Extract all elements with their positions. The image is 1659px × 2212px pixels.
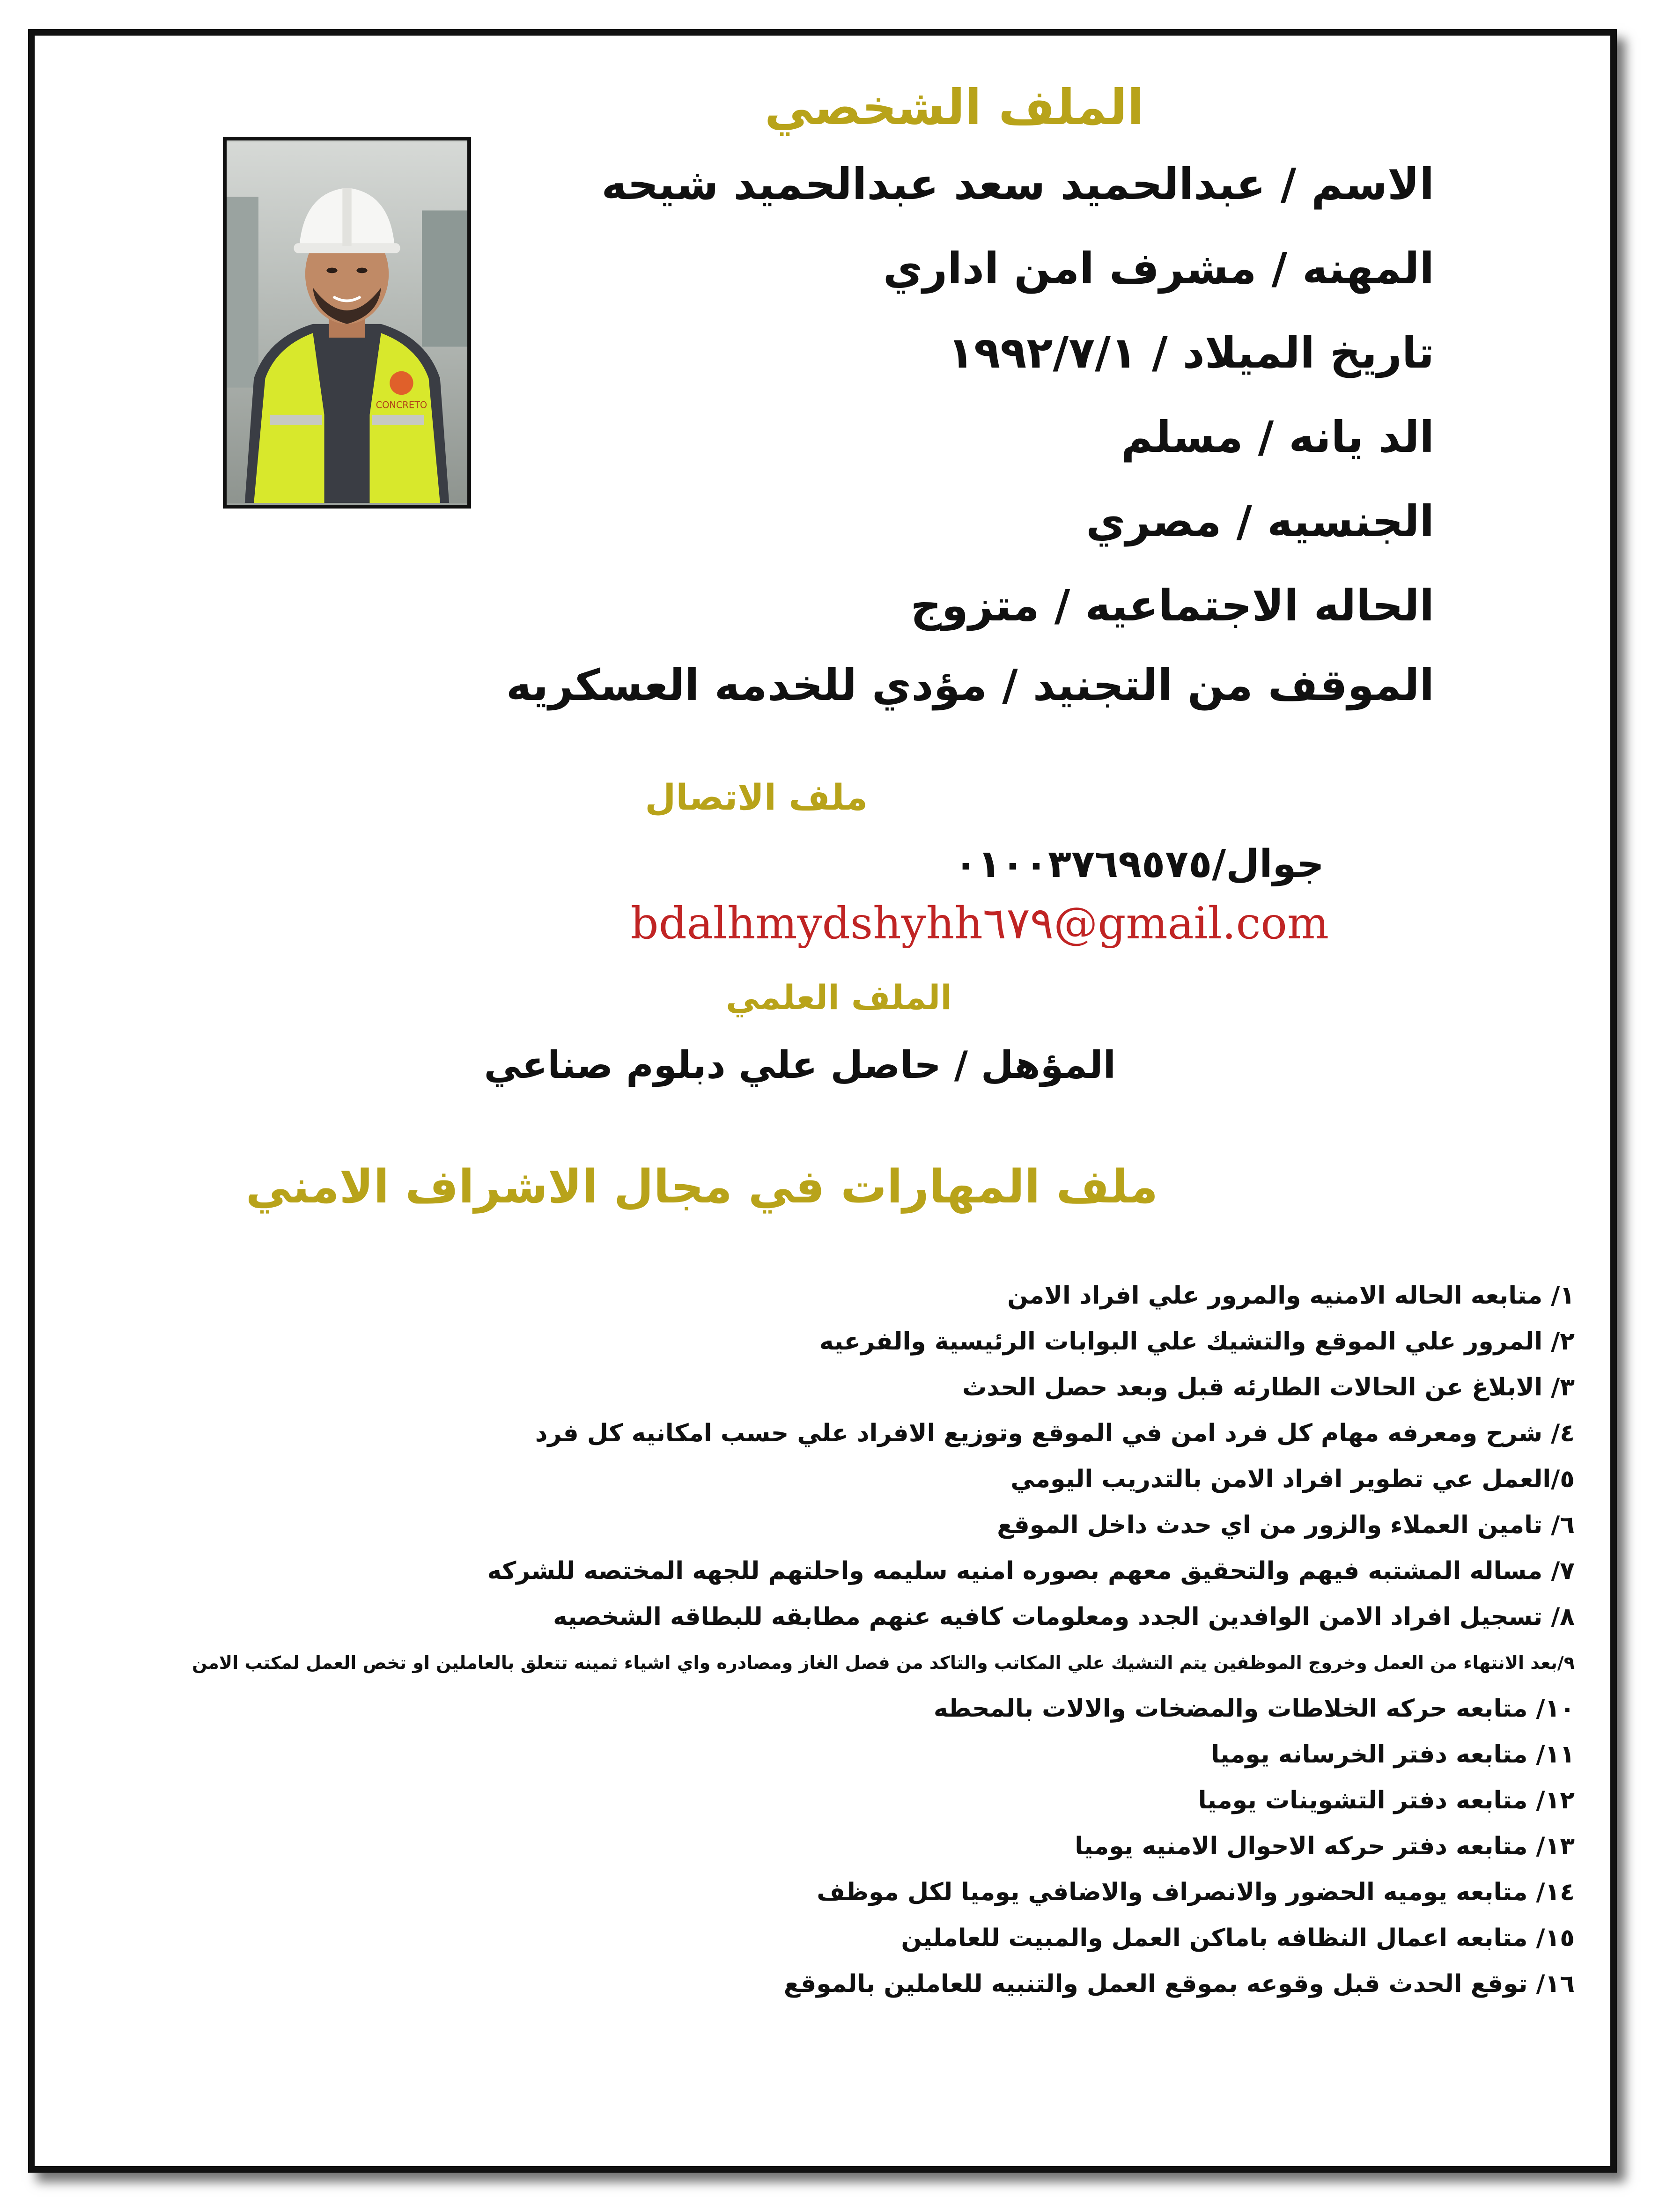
skills-list [67,1273,1575,2007]
phone-number: جوال/٠١٠٠٣٧٦٩٥٧٥ [954,842,1324,886]
skills-section-title: ملف المهارات في مجال الاشراف الامني [245,1160,1158,1214]
marital-status-line: الحاله الاجتماعيه / متزوج [910,581,1434,631]
qualification-line: المؤهل / حاصل علي دبلوم صناعي [484,1043,1116,1087]
name-line: الاسم / عبدالحميد سعد عبدالحميد شيحه [601,159,1434,209]
document-title: الملف الشخصي [764,79,1144,136]
skill-item: ١٢/ متابعه دفتر التشوينات يوميا [1198,1786,1575,1814]
skill-item: ٦/ تامين العملاء والزور من اي حدث داخل الموقع [997,1511,1575,1539]
skill-item: ١٥/ متابعه اعمال النظافه باماكن العمل والمبيت للعاملين [901,1924,1575,1952]
skill-item: ٣/ الابلاغ عن الحالات الطارئه قبل وبعد حصل الحدث [962,1373,1575,1401]
skill-item: ٢/ المرور علي الموقع والتشيك علي البوابات الرئيسية والفرعيه [819,1327,1575,1356]
skill-item: ١٦/ توقع الحدث قبل وقوعه بموقع العمل والتنبيه للعاملين بالموقع [783,1970,1575,1998]
vest-logo-text: CONCRETO [376,399,428,411]
skill-item: ١٣/ متابعه دفتر حركه الاحوال الامنيه يوميا [1075,1832,1575,1860]
skill-item: ٩/بعد الانتهاء من العمل وخروج الموظفين يتم التشيك علي المكاتب والتاكد من فصل الغاز ومصادره واي اشياء ثمينه تتعلق بالعاملين او تخص العمل لمكتب الامن [192,1652,1575,1673]
birthdate-line: تاريخ الميلاد / ١٩٩٢/٧/١ [947,328,1434,378]
profession-line: المهنه / مشرف امن اداري [883,243,1434,294]
skill-item: ٧/ مساله المشتبه فيهم والتحقيق معهم بصوره امنيه سليمه واحلتهم للجهه المختصه للشركه [487,1557,1575,1585]
skill-item: ٥/العمل عي تطوير افراد الامن بالتدريب اليومي [1010,1465,1575,1493]
person-photo-icon [227,140,467,505]
nationality-line: الجنسيه / مصري [1086,496,1434,546]
email-address[interactable]: bdalhmydshyhh٦٧٩@gmail.com [630,898,1329,949]
skill-item: ١١/ متابعه دفتر الخرسانه يوميا [1211,1740,1575,1769]
skill-item: ٤/ شرح ومعرفه مهام كل فرد امن في الموقع وتوزيع الافراد علي حسب امكانيه كل فرد [535,1419,1575,1447]
military-status-line: الموقف من التجنيد / مؤدي للخدمه العسكريه [506,660,1434,710]
skill-item: ١٠/ متابعه حركه الخلاطات والمضخات والالات بالمحطه [933,1695,1575,1723]
religion-line: الد يانه / مسلم [1121,412,1434,462]
contact-section-title: ملف الاتصال [645,776,868,818]
skill-item: ١/ متابعه الحاله الامنيه والمرور علي افراد الامن [1007,1282,1575,1310]
skill-item: ١٤/ متابعه يوميه الحضور والانصراف والاضافي يوميا لكل موظف [817,1878,1575,1906]
academic-section-title: الملف العلمي [725,978,952,1017]
skill-item: ٨/ تسجيل افراد الامن الوافدين الجدد ومعلومات كافيه عنهم مطابقه للبطاقه الشخصيه [553,1603,1575,1631]
profile-photo [223,137,471,509]
